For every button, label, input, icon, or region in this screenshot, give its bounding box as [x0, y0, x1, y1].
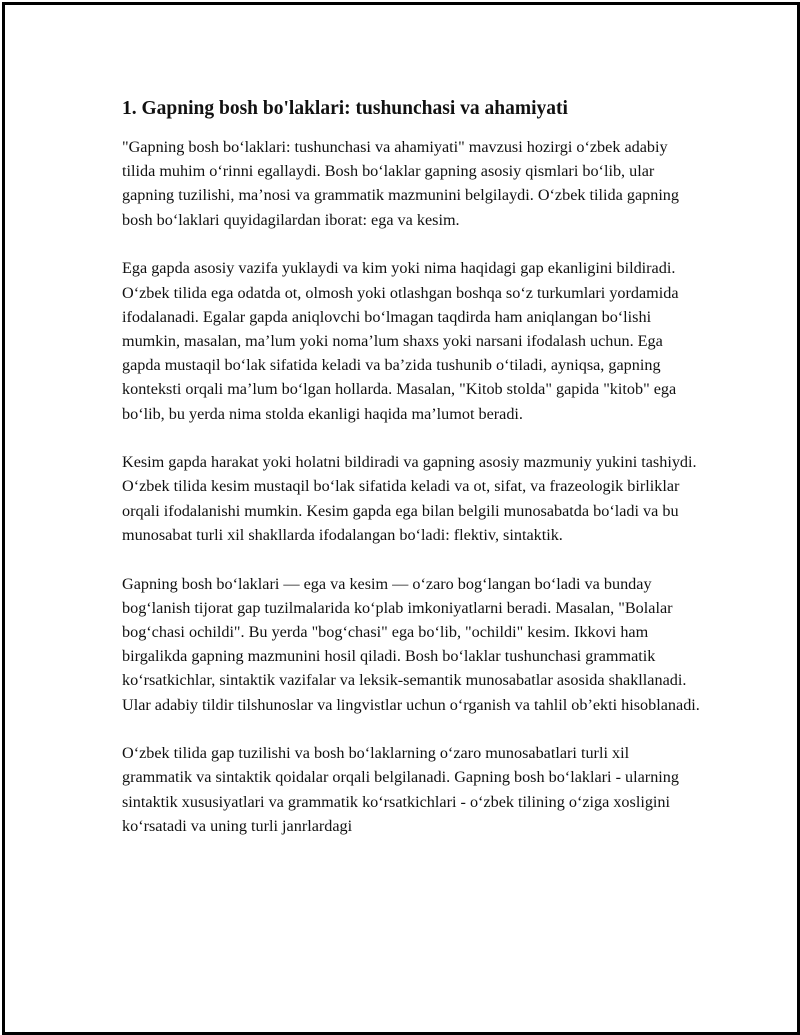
page-frame: [2, 2, 800, 1035]
paragraph-ega: Ega gapda asosiy vazifa yuklaydi va kim yoki nima haqidagi gap ekanligini bildiradi. O‘zbek tilida ega odatda ot, olmosh yoki otlashgan boshqa so‘z turkumlari yordamida ifodalanadi. Egalar gapda aniqlovchi bo‘lmagan taqdirda ham aniqlangan bo‘lishi mumkin, masalan, ma’lum yoki noma’lum shaxs yoki narsani ifodalash uchun. Ega gapda mustaqil bo‘lak sifatida keladi va ba’zida tushunib o‘tiladi, ayniqsa, gapning konteksti orqali ma’lum bo‘lgan hollarda. Masalan, "Kitob stolda" gapida "kitob" ega bo‘lib, bu yerda nima stolda ekanligi haqida ma’lumot beradi.: [122, 259, 679, 423]
paragraph-conclusion: O‘zbek tilida gap tuzilishi va bosh bo‘laklarning o‘zaro munosabatlari turli xil grammatik va sintaktik qoidalar orqali belgilanadi. Gapning bosh bo‘laklari - ularning sintaktik xususiyatlari va grammatik ko‘rsatkichlari - o‘zbek tilining o‘ziga xosligini ko‘rsatadi va uning turli janrlardagi: [122, 744, 679, 835]
paragraph-kesim: Kesim gapda harakat yoki holatni bildiradi va gapning asosiy mazmuniy yukini tashiydi. O‘zbek tilida kesim mustaqil bo‘lak sifatida keladi va ot, sifat, va frazeologik birliklar orqali ifodalanishi mumkin. Kesim gapda ega bilan belgili munosabatda bo‘ladi va bu munosabat turli xil shakllarda ifodalangan bo‘ladi: flektiv, sintaktik.: [122, 453, 697, 544]
paragraph-intro: "Gapning bosh bo‘laklari: tushunchasi va ahamiyati" mavzusi hozirgi o‘zbek adabiy tilida muhim o‘rinni egallaydi. Bosh bo‘laklar gapning asosiy qismlari bo‘lib, ular gapning tuzilishi, ma’nosi va grammatik mazmunini belgilaydi. O‘zbek tilida gapning bosh bo‘laklari quyidagilardan iborat: ega va kesim.: [122, 138, 679, 229]
paragraph-relation: Gapning bosh bo‘laklari — ega va kesim — o‘zaro bog‘langan bo‘ladi va bunday bog‘lanish tijorat gap tuzilmalarida ko‘plab imkoniyatlarni beradi. Masalan, "Bolalar bog‘chasi ochildi". Bu yerda "bog‘chasi" ega bo‘lib, "ochildi" kesim. Ikkovi ham birgalikda gapning mazmunini hosil qiladi. Bosh bo‘laklar tushunchasi grammatik ko‘rsatkichlar, sintaktik vazifalar va leksik-semantik munosabatlar asosida shakllanadi. Ular adabiy tildir tilshunoslar va lingvistlar uchun o‘rganish va tahlil ob’ekti hisoblanadi.: [122, 574, 700, 714]
document-body: [122, 93, 702, 863]
section-heading: 1. Gapning bosh bo'laklari: tushunchasi va ahamiyati: [122, 98, 568, 119]
